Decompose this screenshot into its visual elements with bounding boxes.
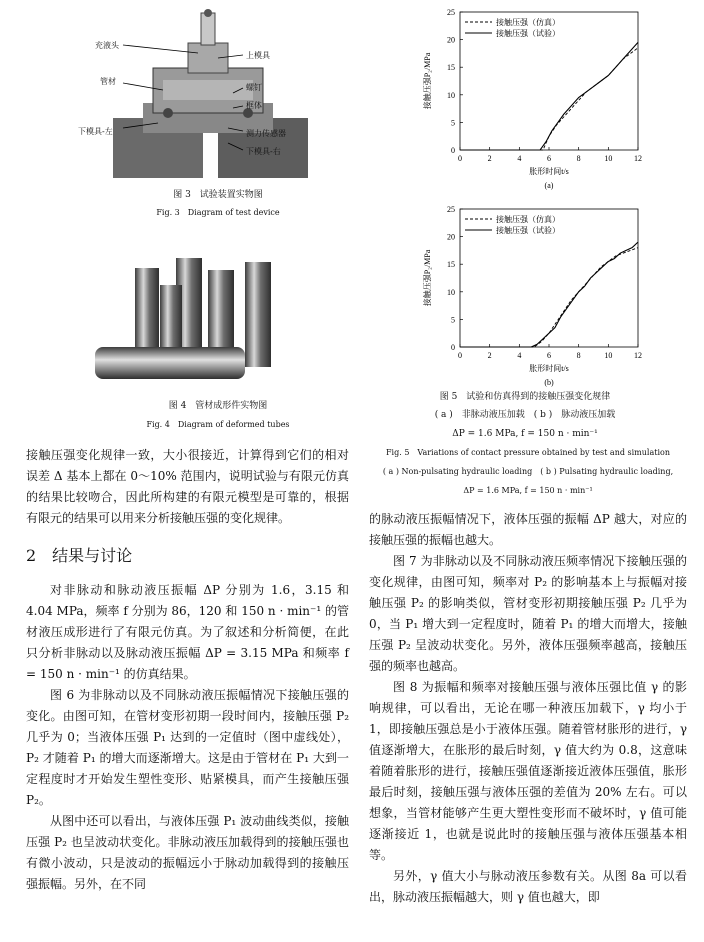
figure-5-caption-sub: ( a ) 非脉动液压加载 ( b ) 脉动液压加载 bbox=[434, 410, 616, 420]
figure-5-caption-cn: 图 5 试验和仿真得到的接触压强变化规律 bbox=[439, 392, 611, 402]
y-tick-label: 0 bbox=[451, 146, 455, 155]
x-tick-label: 6 bbox=[547, 154, 551, 163]
x-tick-label: 6 bbox=[547, 351, 551, 360]
legend-label: 接触压强（仿真） bbox=[496, 18, 560, 27]
figure-5-caption-en-2: ( a ) Non-pulsating hydraulic loading ( b ) Pulsating hydraulic loading, bbox=[382, 467, 674, 476]
paragraph: 接触压强变化规律一致，大小很接近，计算得到它们的相对误差 Δ 基本上都在 0～10% 范围内，说明试验与有限元仿真的结果比较吻合，因此所构建的有限元模型是可靠的，根据有限元的结果可以用来分析接触压强的变化规律。 bbox=[26, 448, 349, 525]
x-tick-label: 8 bbox=[576, 351, 581, 360]
label-tube: 管材 bbox=[100, 77, 116, 86]
x-tick-label: 10 bbox=[604, 351, 613, 360]
left-column bbox=[26, 445, 349, 895]
section-heading: 2 结果与讨论 bbox=[26, 546, 133, 565]
paragraph: 从图中还可以看出，与液体压强 P₁ 波动曲线类似，接触压强 P₂ 也呈波动状变化。非脉动液压加载得到的接触压强也有微小波动，只是波动的振幅远小于脉动加载得到的接触压强振幅。另外，在不同 bbox=[26, 814, 349, 891]
x-tick-label: 2 bbox=[487, 351, 492, 360]
y-tick-label: 5 bbox=[451, 118, 455, 128]
series-line-simulation bbox=[460, 48, 638, 150]
x-tick-label: 8 bbox=[576, 154, 581, 163]
paragraph: 图 6 为非脉动以及不同脉动液压振幅情况下接触压强的变化。由图可知，在管材变形初期一段时间内，接触压强 P₂ 几乎为 0；当液体压强 P₁ 达到的一定值时（图中虚线处），P₂ 才随着 P₁ 的增大而逐渐增大。这是由于管材在 P₁ 大到一定程度时才开始发生塑性变形、贴紧模具，而产生接触压强 P₂。 bbox=[26, 688, 349, 807]
series-line-test bbox=[460, 242, 638, 347]
x-tick-label: 4 bbox=[517, 351, 522, 360]
label-upper-die: 上模具 bbox=[246, 51, 270, 60]
figure-5-caption-en-3: ΔP = 1.6 MPa, f = 150 n · min⁻¹ bbox=[463, 486, 593, 495]
y-tick-label: 25 bbox=[447, 205, 455, 214]
y-tick-label: 15 bbox=[447, 63, 455, 73]
figure-5b-chart bbox=[410, 197, 680, 389]
y-tick-label: 10 bbox=[447, 90, 455, 100]
series-line-test bbox=[460, 42, 638, 150]
label-screw: 螺钉 bbox=[246, 83, 262, 92]
x-tick-label: 12 bbox=[634, 154, 642, 163]
label-lower-die-left: 下模具-左 bbox=[78, 127, 113, 136]
paragraph: 图 8 为振幅和频率对接触压强与液体压强比值 γ 的影响规律，可以看出，无论在哪一种液压加载下，γ 均小于 1，即接触压强总是小于液体压强。随着管材胀形的进行，γ 值逐渐增大，在胀形的最后时刻，γ 值大约为 0.8，这意味着随着胀形的进行，接触压强值逐渐接近液体压强值，胀形最后时刻，接触压强与液体压强的差值为 20% 左右。可以想象，当管材能够产生更大塑性变形而不破坏时，γ 值可能逐渐接近 1，也就是说此时的接触压强与液体压强基本相等。 bbox=[369, 680, 687, 862]
x-tick-label: 12 bbox=[634, 351, 642, 360]
y-tick-label: 20 bbox=[447, 35, 455, 45]
label-force-sensor: 测力传感器 bbox=[246, 129, 286, 138]
paragraph: 图 7 为非脉动以及不同脉动液压频率情况下接触压强的变化规律，由图可知，频率对 P₂ 的影响基本上与振幅对接触压强 P₂ 的影响类似，管材变形初期接触压强 P₂ 几乎为 0，当 P₁ 增大到一定程度时，随着 P₁ 的增大而增大，接触压强 P₂ 呈波动状变化。另外，液体压强频率越高，接触压强的频率也越高。 bbox=[369, 554, 687, 673]
y-axis-label: 接触压强P₂/MPa bbox=[423, 52, 432, 110]
x-tick-label: 4 bbox=[517, 154, 522, 163]
x-tick-label: 0 bbox=[458, 154, 462, 163]
figure-3-caption-cn: 图 3 试验装置实物图 bbox=[173, 190, 263, 200]
figure-4-caption-cn: 图 4 管材成形件实物图 bbox=[168, 401, 268, 411]
figure-5-caption-en-1: Fig. 5 Variations of contact pressure obtained by test and simulation bbox=[386, 448, 670, 457]
y-tick-label: 15 bbox=[447, 260, 455, 270]
paragraph: 的脉动液压振幅情况下，液体压强的振幅 ΔP 越大，对应的接触压强的振幅也越大。 bbox=[369, 512, 687, 547]
figure-5a-chart bbox=[410, 0, 680, 195]
deformed-tubes-photo bbox=[90, 250, 280, 390]
label-frame: 框体 bbox=[246, 101, 262, 110]
paragraph: 对非脉动和脉动液压振幅 ΔP 分别为 1.6，3.15 和 4.04 MPa，频率 f 分别为 86，120 和 150 n · min⁻¹ 的管材液压成形进行了有限元仿真。为了叙述和分析简便，在此只分析非脉动以及脉动液压振幅 ΔP = 3.15 MPa 和频率 f = 150 n · min⁻¹ 的仿真结果。 bbox=[26, 583, 349, 681]
x-axis-label: 胀形时间t/s bbox=[529, 364, 569, 373]
paragraph: 另外，γ 值大小与脉动液压参数有关。从图 8a 可以看出，脉动液压振幅越大，则 γ 值也越大，即 bbox=[369, 869, 687, 904]
panel-label: (b) bbox=[544, 378, 554, 387]
legend-label: 接触压强（试验） bbox=[496, 226, 560, 235]
figure-5-caption-params: ΔP = 1.6 MPa, f = 150 n · min⁻¹ bbox=[452, 429, 598, 439]
x-axis-label: 胀形时间t/s bbox=[529, 167, 569, 176]
panel-label: (a) bbox=[544, 181, 554, 190]
x-tick-label: 0 bbox=[458, 351, 462, 360]
y-tick-label: 25 bbox=[447, 8, 455, 17]
y-tick-label: 0 bbox=[451, 343, 455, 352]
y-tick-label: 5 bbox=[451, 315, 455, 325]
x-tick-label: 2 bbox=[487, 154, 492, 163]
label-fill-head: 充液头 bbox=[95, 41, 119, 50]
right-column bbox=[369, 509, 687, 908]
y-tick-label: 20 bbox=[447, 232, 455, 242]
figure-4-caption-en: Fig. 4 Diagram of deformed tubes bbox=[146, 420, 290, 429]
legend-label: 接触压强（试验） bbox=[496, 29, 560, 38]
legend-label: 接触压强（仿真） bbox=[496, 215, 560, 224]
x-tick-label: 10 bbox=[604, 154, 613, 163]
figure-3-caption-en: Fig. 3 Diagram of test device bbox=[156, 208, 280, 217]
y-axis-label: 接触压强P₂/MPa bbox=[423, 249, 432, 307]
y-tick-label: 10 bbox=[447, 287, 455, 297]
label-lower-die-right: 下模具-右 bbox=[246, 147, 281, 156]
callout-lines bbox=[68, 8, 368, 188]
series-line-simulation bbox=[460, 248, 638, 347]
